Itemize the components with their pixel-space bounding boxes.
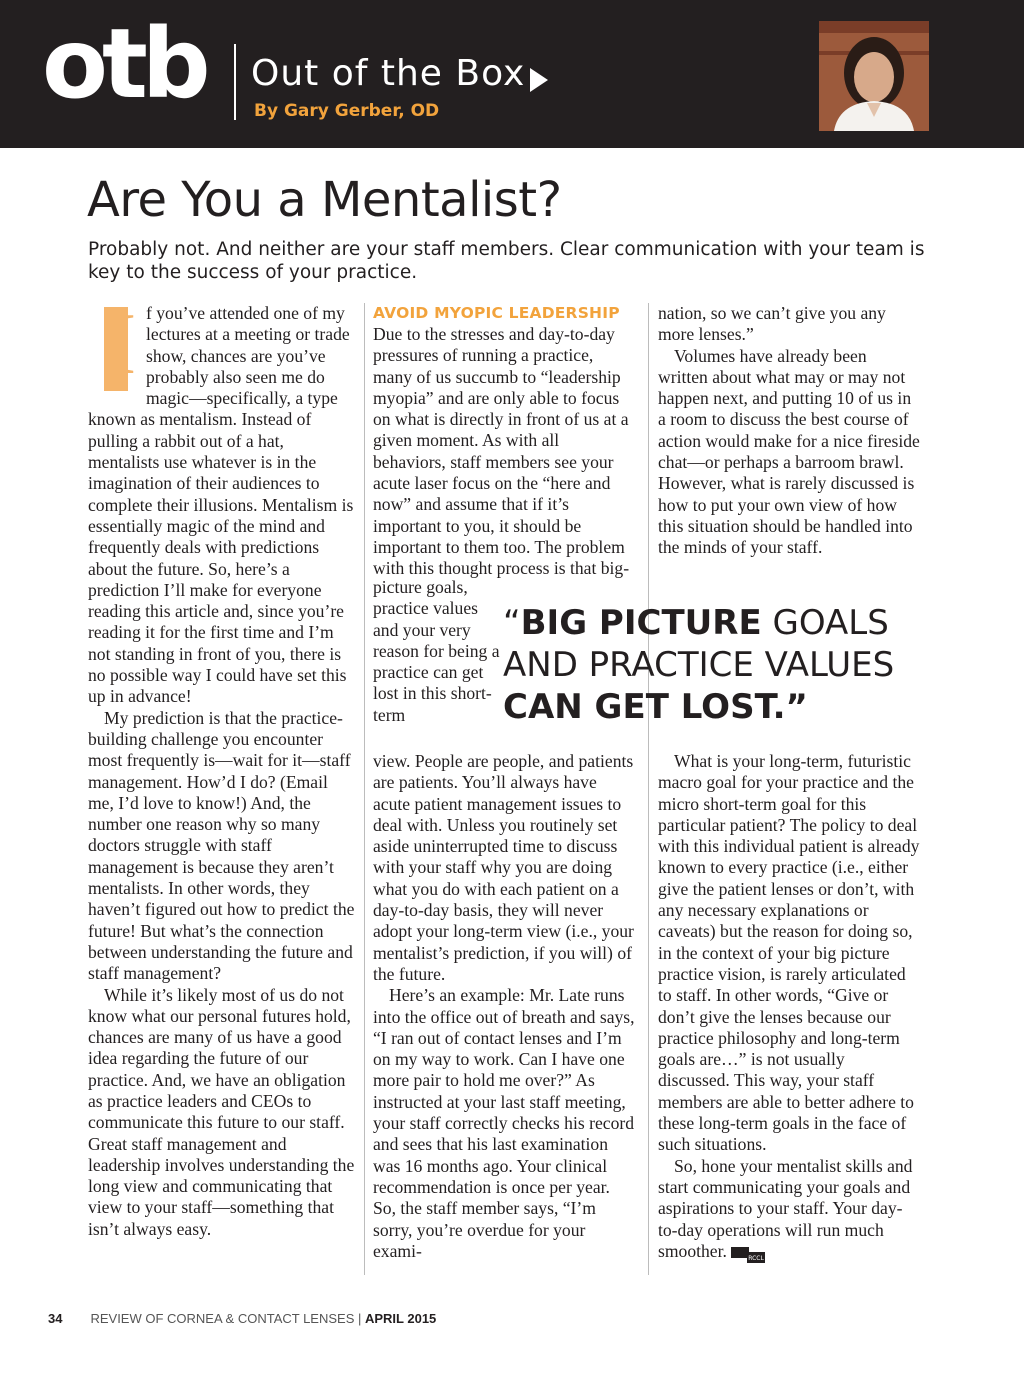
byline: By Gary Gerber, OD [254,101,440,121]
header-divider [234,44,236,120]
article-title: Are You a Mentalist? [87,172,562,228]
publication-name: REVIEW OF CORNEA & CONTACT LENSES [90,1311,355,1326]
paragraph: nation, so we can’t give you any more lenses.” [658,303,886,345]
drop-cap: I [104,307,128,391]
end-mark-icon [731,1247,764,1263]
footer-separator: | [354,1311,365,1326]
author-photo [819,21,929,131]
svg-text:RCCL: RCCL [748,1255,764,1263]
column-1 [88,296,356,1240]
subhead: AVOID MYOPIC LEADERSHIP [373,304,620,322]
page-footer [48,1311,436,1326]
paragraph: view. People are people, and patients are patients. You’ll always have acute patient management issues to deal with. Unless you routinely set aside uninterrupted time to discuss with your staff why you are doing what you do with each patient on a day-to-day basis, they will never adopt your long-term view (i.e., your mentalist’s prediction, if you will) of the future. [373,751,634,984]
play-arrow-icon [530,68,548,92]
page-number: 34 [48,1311,63,1326]
paragraph: While it’s likely most of us do not know what our personal futures hold, chances are many of us have a good idea regarding the future of our practice. And, we have an obligation as practice leaders and CEOs to communicate this future to our staff. Great staff management and leadership involves understanding the long view and communicating that view to your staff—something that isn’t always easy. [88,984,355,1239]
issue-date: APRIL 2015 [364,1311,437,1326]
paragraph: My prediction is that the practice-building challenge you encounter most frequently is—wait for it—staff management. How’d I do? (Email me, I’d love to know!) And, the number one reason why so many doctors struggle with staff management is because they aren’t mentalists. In other words, they haven’t figured out how to predict the future! But what’s the connection between understanding the future and staff management? [88,707,355,984]
header-band [0,0,1024,148]
paragraph: What is your long-term, futuristic macro goal for your practice and the micro short-term goal for this particular patient? The policy to deal with this individual patient is already known to every practice (i.e., either give the patient lenses or don’t, with any necessary explanations or caveats) but the reason for doing so, in the context of your big picture practice vision, is rarely articulated to staff. In other words, “Give or don’t give the lenses because our practice philosophy and long-term goals are…” is not usually discussed. This way, your staff members are able to better adhere to these long-term goals in the face of such situations. [658,751,920,1155]
paragraph: Here’s an example: Mr. Late runs into the office out of breath and says, “I ran out of contact lenses and I’m on my way to work. Can I have one more pair to hold me over?” As instructed at your last staff meeting, your staff correctly checks his record and sees that his last examination was 16 months ago. Your clinical recommendation is once per year. So, the staff member says, “I’m sorry, you’re overdue for your exami- [373,985,635,1261]
column-3-bottom [658,751,920,1262]
section-title: Out of the Box [251,53,526,94]
paragraph: So, hone your mentalist skills and start communicating your goals and aspirations to your staff. Your day-to-day operations will run much smoother. RCCL [658,1155,913,1263]
paragraph: picture goals, practice values and your very reason for being a practice can get lost in this short-term [373,577,500,725]
column-2-bottom [373,751,635,1262]
column-2-top [373,303,635,580]
column-3-top [658,303,920,559]
column-2-wrap [373,577,501,726]
paragraph: Volumes have already been written about what may or may not happen next, and putting 10 of us in a room to discuss the best course of action would make for a nice fireside chat—or perhaps a barroom brawl. However, what is rarely discussed is how to put your own view of how this situation should be handled into the minds of your staff. [658,345,920,558]
column-divider [364,303,365,1275]
article-deck: Probably not. And neither are your staff members. Clear communication with your team is key to the success of your practice. [88,239,925,283]
otb-logo: otb [42,8,205,120]
pull-quote: “BIG PICTURE GOALS AND PRACTICE VALUES CAN GET LOST.” [503,603,895,727]
paragraph: Due to the stresses and day-to-day pressures of running a practice, many of us succumb to “leadership myopia” and are only able to focus on what is directly in front of us at a given moment. As with all behaviors, staff members see your acute laser focus on the “here and now” and assume that if it’s important to you, it should be important to them too. The problem with this thought process is that big- [373,324,630,579]
column-divider [648,303,649,1275]
author-portrait-icon [819,21,929,131]
paragraph: f you’ve attended one of my lectures at a meeting or trade show, chances are you’ve probably also seen me do magic—specifically, a type known as mentalism. Instead of pulling a rabbit out of a hat, mentalists use whatever is in the imagination of their audiences to complete their illusions. Mentalism is essentially magic of the mind and frequently deals with predictions about the future. So, here’s a prediction I’ll make for everyone reading this article and, since you’re reading it for the first time and I’m not standing in front of you, there is no possible way I could have set this up in advance! [88,303,354,707]
